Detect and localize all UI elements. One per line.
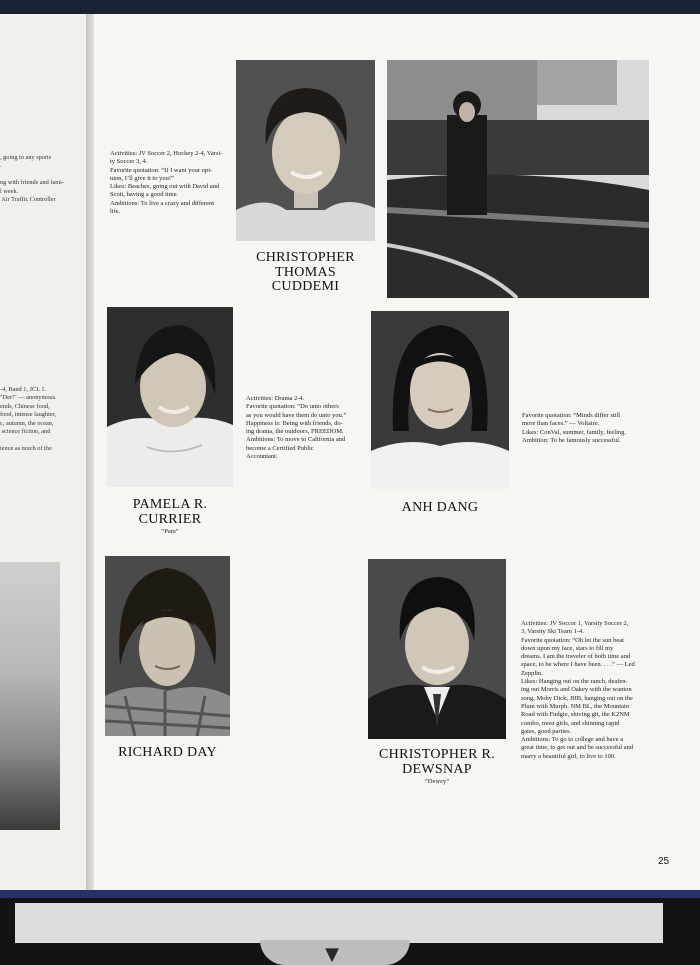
bio-line: Favorite quotation: “Minds differ still: [522, 412, 621, 419]
senior-nickname-currier: “Pam”: [161, 528, 179, 535]
bio-line: Favorite quotation: “Do unto others: [246, 403, 339, 411]
name-line: CURRIER: [138, 511, 202, 527]
left-page: [0, 14, 88, 890]
bio-line: 3, Varsity Ski Team 1-4.: [521, 628, 584, 636]
bio-line: Activities: JV Soccer 1, Varsity Soccer 2,: [521, 620, 629, 627]
name-line: THOMAS: [275, 264, 336, 280]
bio-line: combo, most girls, and shinning rapid: [521, 719, 620, 727]
bio-line: Happiness is: Being with friends, do-: [246, 419, 343, 427]
bio-line: Zepplin.: [521, 669, 543, 677]
candid-photo-harbor: [387, 60, 649, 298]
bio-line: Activities: JV Soccer 2, Hockey 2-4, Varsi-: [110, 150, 223, 157]
bio-line: life.: [110, 208, 121, 216]
bio-line: Ambition: To be famously successful.: [522, 436, 621, 444]
senior-portrait-dewsnap: [368, 559, 506, 739]
name-line: ANH DANG: [401, 500, 479, 515]
bio-line: Likes: Beaches, going out with David and: [110, 183, 220, 191]
left-page-photo: [0, 562, 60, 830]
book-binding-edge: [0, 890, 700, 898]
name-line: CHRISTOPHER: [256, 250, 355, 265]
left-page-text-top: , going to any sports . ng with friends and fami- l week. Air Traffic Controller: [0, 154, 65, 204]
bio-line: Plum with Murph. NM BL, the Mountain: [521, 702, 629, 710]
name-line: CHRISTOPHER R.: [379, 747, 495, 762]
senior-name-dewsnap: [352, 748, 522, 777]
bio-line: Favorite quotation: “If I want your opi-: [110, 166, 213, 174]
bio-line: gates, good parties.: [521, 727, 572, 735]
name-line: RICHARD DAY: [118, 745, 217, 760]
bio-line: song, Moby Dick, JHB, hanging out on the: [521, 694, 633, 702]
bio-line: Favorite quotation: “Oh let the sun beat: [521, 636, 624, 644]
page-number: 25: [658, 856, 670, 867]
bio-line: nion, I’ll give it to you!”: [110, 174, 174, 182]
bio-line: Ambitions: To move to California and: [246, 436, 346, 444]
senior-name-dang: [371, 501, 509, 516]
bio-line: ing out Morris and Oakey with the wanton: [521, 686, 632, 694]
bio-line: Ambitions: To live a crazy and different: [110, 199, 214, 207]
bio-line: become a Certified Public: [246, 444, 314, 452]
bio-line: space, to be where I have been. . . .” — Led: [521, 661, 635, 669]
senior-bio-dang: [522, 412, 650, 445]
bio-line: Scott, having a good time.: [110, 191, 179, 199]
bio-line: more than faces.” — Voltaire.: [522, 420, 600, 428]
senior-portrait-cuddemi: [236, 60, 375, 241]
bio-line: ty Soccer 3, 4.: [110, 158, 148, 166]
senior-portrait-dang: [371, 311, 509, 489]
bio-line: Likes: ConVal, summer, family, feeling.: [522, 428, 627, 436]
left-page-text-bottom: -4, Band 1, JCL 1. "Der!" — anonymous. ends, Chinese food, food, intense laughter, c, autumn, the ocean, science fiction, and ience as much of the: [0, 386, 57, 452]
senior-portrait-currier: [107, 307, 233, 487]
senior-portrait-day: [105, 556, 230, 736]
bio-line: as you would have them do unto you.”: [246, 411, 347, 419]
bio-line: ing drama, the outdoors, FREEDOM.: [246, 428, 344, 436]
bio-line: Accountant.: [246, 453, 278, 461]
senior-bio-dewsnap: [521, 620, 649, 761]
scanner-tray: [15, 903, 663, 943]
senior-bio-cuddemi: [110, 150, 224, 216]
bio-line: dreams. I am the traveler of both time and: [521, 653, 631, 661]
name-line: CUDDEMI: [271, 279, 340, 294]
down-arrow-icon: ▼: [325, 944, 339, 965]
bio-line: Activities: Drama 2-4.: [246, 395, 305, 402]
bio-line: Ambitions: To go to college and have a: [521, 736, 624, 744]
bio-line: great time, to get out and be successful and: [521, 744, 634, 752]
senior-name-currier: [107, 498, 233, 527]
name-line: PAMELA R.: [132, 497, 208, 512]
bio-line: Road with Fudgie, shiving git, the K2NM: [521, 711, 630, 719]
senior-name-cuddemi: [236, 251, 375, 295]
bio-line: down upon my face, stars to fill my: [521, 644, 614, 652]
bio-line: Likes: Hanging out on the ranch, deafen-: [521, 678, 628, 686]
senior-bio-currier: [246, 395, 358, 461]
senior-name-day: [105, 746, 230, 761]
senior-nickname-dewsnap: “Dewey”: [424, 778, 450, 785]
bio-line: marry a beautiful girl, to live to 100.: [521, 752, 616, 760]
scanner-top-band: [0, 0, 700, 14]
name-line: DEWSNAP: [402, 761, 472, 777]
